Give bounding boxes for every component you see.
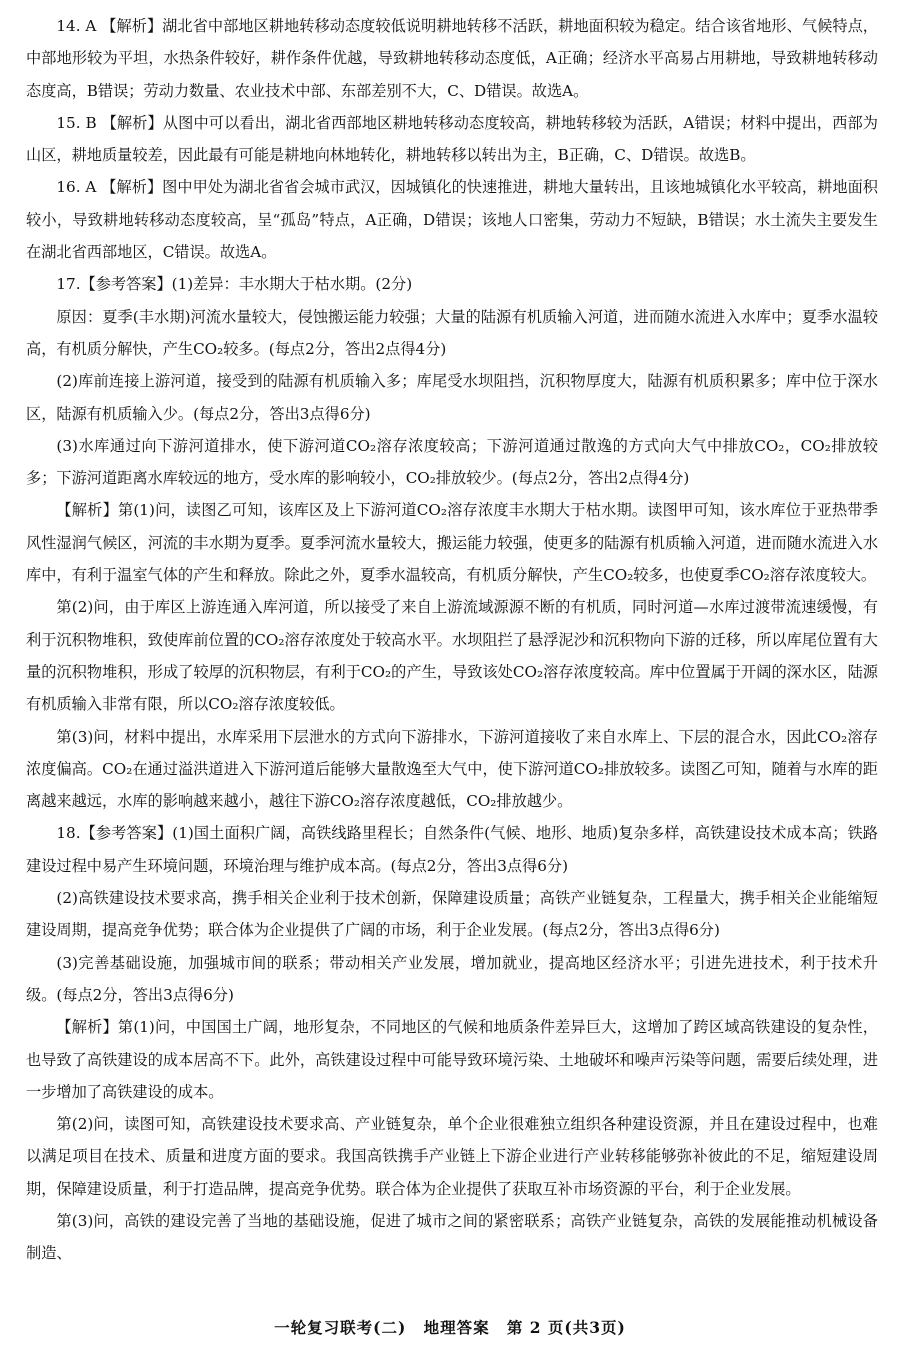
footer-subject: 地理答案 <box>423 1318 490 1337</box>
footer-page-number: 第 2 页(共3页) <box>506 1318 626 1337</box>
answer-paragraph: 17.【参考答案】(1)差异：丰水期大于枯水期。(2分) <box>56 275 413 294</box>
analysis-paragraph: 第(2)问，由于库区上游连通入库河道，所以接受了来自上游流域源源不断的有机质，同时河道—水库过渡带流速缓慢，有利于沉积物堆积，致使库前位置的CO₂溶存浓度处于较高水平。水坝阻拦了悬浮泥沙和沉积物向下游的迁移，所以库尾位置有大量的沉积物堆积，形成了较厚的沉积物层，有利于CO₂的产生，导致该处CO₂溶存浓度较高。库中位置属于开阔的深水区，陆源有机质输入非常有限，所以CO₂溶存浓度较低。 <box>26 598 878 714</box>
answer-paragraph: (3)完善基础设施，加强城市间的联系；带动相关产业发展，增加就业，提高地区经济水平；引进先进技术，利于技术升级。(每点2分，答出3点得6分) <box>26 953 878 1004</box>
analysis-paragraph: 【解析】第(1)问，中国国土广阔，地形复杂，不同地区的气候和地质条件差异巨大，这增加了跨区域高铁建设的复杂性，也导致了高铁建设的成本居高不下。此外，高铁建设过程中可能导致环境污染、土地破坏和噪声污染等问题，需要后续处理，进一步增加了高铁建设的成本。 <box>26 1018 878 1101</box>
answer-paragraph: (2)库前连接上游河道，接受到的陆源有机质输入多；库尾受水坝阻挡，沉积物厚度大，陆源有机质积累多；库中位于深水区，陆源有机质输入少。(每点2分，答出3点得6分) <box>26 372 878 423</box>
answer-paragraph: 16. A 【解析】图中甲处为湖北省省会城市武汉，因城镇化的快速推进，耕地大量转出，且该地城镇化水平较高，耕地面积较小，导致耕地转移动态度较高，呈“孤岛”特点，A正确，D错误；该地人口密集，劳动力不短缺，B错误；水土流失主要发生在湖北省西部地区，C错误。故选A。 <box>26 178 878 262</box>
footer-title: 一轮复习联考(二) <box>274 1318 407 1337</box>
analysis-paragraph: 【解析】第(1)问，读图乙可知，该库区及上下游河道CO₂溶存浓度丰水期大于枯水期。读图甲可知，该水库位于亚热带季风性湿润气候区，河流的丰水期为夏季。夏季河流水量较大，搬运能力较强，使更多的陆源有机质输入河道，进而随水流进入水库中，有利于温室气体的产生和释放。除此之外，夏季水温较高，有机质分解快，产生CO₂较多，也使夏季CO₂溶存浓度较大。 <box>26 501 878 585</box>
analysis-paragraph: 第(2)问，读图可知，高铁建设技术要求高、产业链复杂，单个企业很难独立组织各种建设资源，并且在建设过程中，也难以满足项目在技术、质量和进度方面的要求。我国高铁携手产业链上下游企业进行产业转移能够弥补彼此的不足，缩短建设周期，保障建设质量，利于打造品牌，提高竞争优势。联合体为企业提供了获取互补市场资源的平台，利于企业发展。 <box>26 1115 878 1198</box>
answer-paragraph: 原因：夏季(丰水期)河流水量较大，侵蚀搬运能力较强；大量的陆源有机质输入河道，进而随水流进入水库中；夏季水温较高，有机质分解快，产生CO₂较多。(每点2分，答出2点得4分) <box>26 307 878 358</box>
page-footer <box>0 1316 900 1338</box>
analysis-paragraph: 第(3)问，高铁的建设完善了当地的基础设施，促进了城市之间的紧密联系；高铁产业链复杂，高铁的发展能推动机械设备制造、 <box>26 1211 878 1263</box>
answer-paragraph: 18.【参考答案】(1)国土面积广阔，高铁线路里程长；自然条件(气候、地形、地质)复杂多样，高铁建设技术成本高；铁路建设过程中易产生环境问题，环境治理与维护成本高。(每点2分，答出3点得6分) <box>26 824 878 875</box>
answer-content <box>26 10 878 1270</box>
answer-paragraph: 14. A 【解析】湖北省中部地区耕地转移动态度较低说明耕地转移不活跃，耕地面积较为稳定。结合该省地形、气候特点，中部地形较为平坦，水热条件较好，耕作条件优越，导致耕地转移动态度低，A正确；经济水平高易占用耕地，导致耕地转移动态度高，B错误；劳动力数量、农业技术中部、东部差别不大，C、D错误。故选A。 <box>26 17 878 100</box>
answer-paragraph: (2)高铁建设技术要求高，携手相关企业利于技术创新，保障建设质量；高铁产业链复杂，工程量大，携手相关企业能缩短建设周期，提高竞争优势；联合体为企业提供了广阔的市场，利于企业发展。(每点2分，答出3点得6分) <box>26 889 878 940</box>
analysis-paragraph: 第(3)问，材料中提出，水库采用下层泄水的方式向下游排水，下游河道接收了来自水库上、下层的混合水，因此CO₂溶存浓度偏高。CO₂在通过溢洪道进入下游河道后能够大量散逸至大气中，使下游河道CO₂排放较多。读图乙可知，随着与水库的距离越来越远，水库的影响越来越小，越往下游CO₂溶存浓度越低，CO₂排放越少。 <box>26 727 878 811</box>
answer-paragraph: (3)水库通过向下游河道排水，使下游河道CO₂溶存浓度较高；下游河道通过散逸的方式向大气中排放CO₂，CO₂排放较多；下游河道距离水库较远的地方，受水库的影响较小，CO₂排放较少。(每点2分，答出2点得4分) <box>26 436 878 488</box>
answer-paragraph: 15. B 【解析】从图中可以看出，湖北省西部地区耕地转移动态度较高，耕地转移较为活跃，A错误；材料中提出，西部为山区，耕地质量较差，因此最有可能是耕地向林地转化，耕地转移以转出为主，B正确，C、D错误。故选B。 <box>26 113 878 165</box>
